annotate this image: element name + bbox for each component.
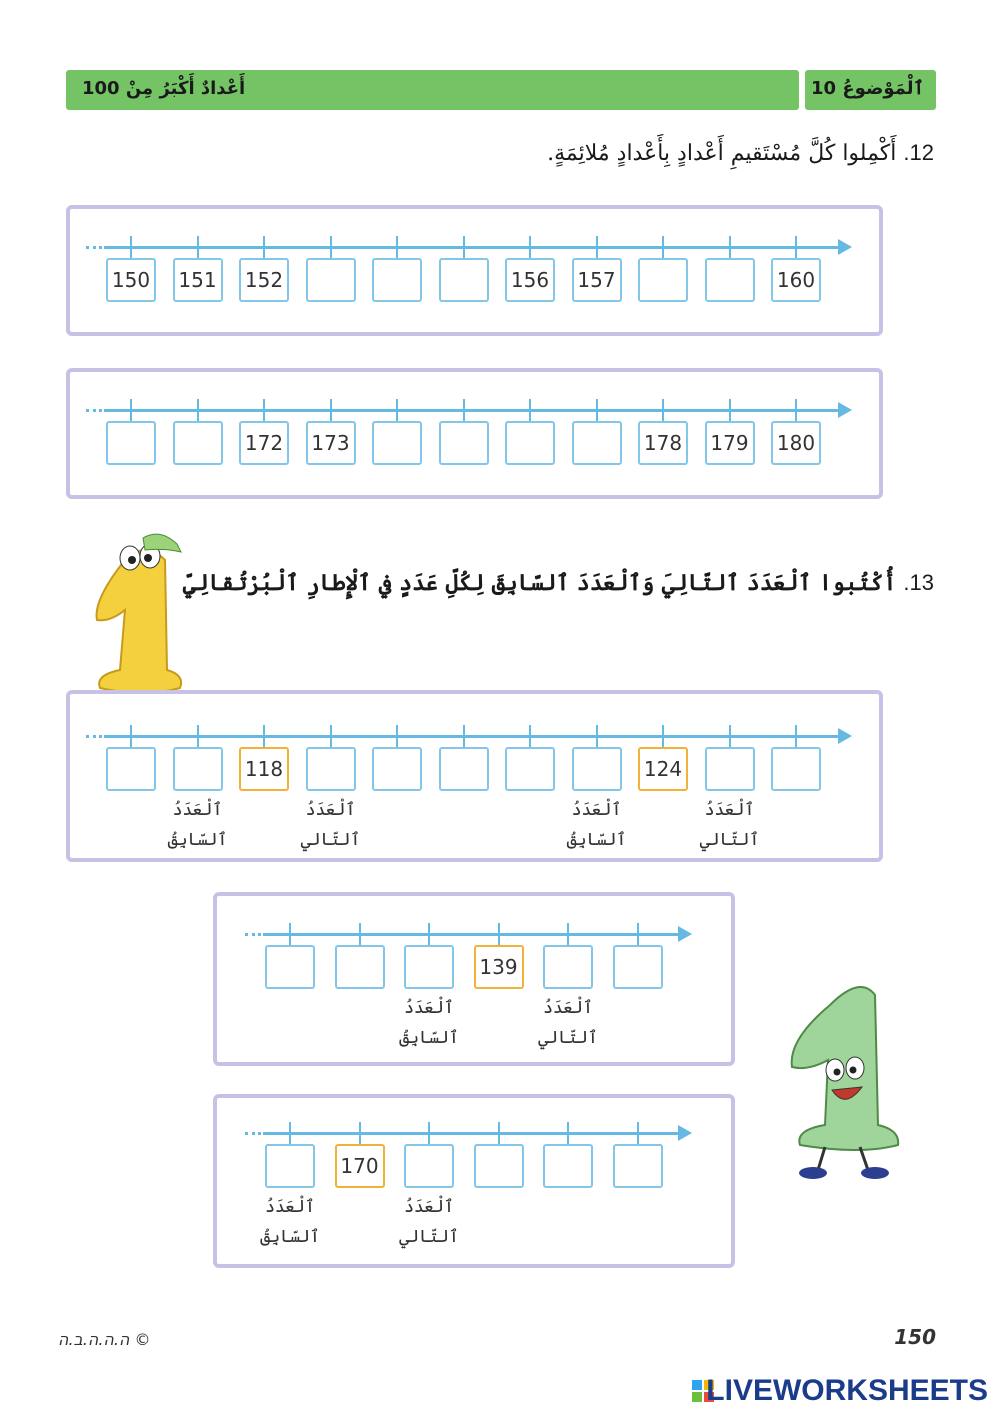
answer-box[interactable] [106,747,156,791]
page-number: 150 [894,1325,936,1349]
number-line-tick [567,923,569,945]
copyright-text: ה.ה.ה.ב.ה © [58,1330,151,1349]
label-line: ٱلتّالي [699,830,760,850]
number-line-tick [662,236,664,258]
number-line-tick [529,725,531,747]
number-line-tick [637,1122,639,1144]
number-line-tick [289,1122,291,1144]
label-line: ٱلْعَدَدُ [265,1197,315,1217]
question-13-text: أُكْتُبوا ٱلْعَدَدَ ٱلتّالِيَ وَٱلْعَدَدَ ٱلسّابِقَ لِكُلِّ عَدَدٍ في ٱلْإِطارِ ٱلْبُرْتُقالِيِّ [182,570,897,596]
number-box: 156 [505,258,555,302]
answer-box[interactable] [372,747,422,791]
label-next-number [523,993,613,1053]
answer-box[interactable] [638,258,688,302]
answer-box[interactable] [771,747,821,791]
label-next-number [685,795,775,855]
answer-box[interactable] [306,258,356,302]
highlighted-number-box: 170 [335,1144,385,1188]
answer-box[interactable] [372,258,422,302]
header-topic-bar [805,70,936,110]
answer-box[interactable] [439,747,489,791]
answer-box[interactable] [572,747,622,791]
label-next-number [286,795,376,855]
number-line-tick [330,399,332,421]
number-line-tick [498,923,500,945]
answer-box[interactable] [265,1144,315,1188]
answer-box[interactable] [705,747,755,791]
number-line-tick [197,725,199,747]
answer-box[interactable] [543,945,593,989]
arrow-right-icon [838,728,852,744]
answer-box[interactable] [543,1144,593,1188]
arrow-right-icon [678,926,692,942]
label-line: ٱلتّالي [300,830,361,850]
arrow-right-icon [838,402,852,418]
label-line: ٱلْعَدَدُ [704,800,755,820]
number-line-dots [245,1132,261,1135]
number-line-tick [396,399,398,421]
number-line-tick [330,725,332,747]
answer-box[interactable] [505,421,555,465]
label-next-number [384,1192,474,1252]
number-line-tick [197,236,199,258]
number-box: 173 [306,421,356,465]
number-line-tick [567,1122,569,1144]
liveworksheets-brand: LIVEWORKSHEETS [706,1374,988,1407]
number-box: 180 [771,421,821,465]
number-line-tick [130,399,132,421]
label-line: ٱلْعَدَدُ [305,800,356,820]
number-line-tick [359,1122,361,1144]
number-box: 172 [239,421,289,465]
green-one-character-illustration [780,975,910,1190]
answer-box[interactable] [404,1144,454,1188]
number-box: 160 [771,258,821,302]
answer-box[interactable] [439,258,489,302]
number-box: 152 [239,258,289,302]
answer-box[interactable] [439,421,489,465]
number-box: 151 [173,258,223,302]
number-line-tick [498,1122,500,1144]
number-line-tick [463,399,465,421]
answer-box[interactable] [705,258,755,302]
number-line-tick [396,725,398,747]
label-previous-number [153,795,243,855]
question-12-text: أَكْمِلوا كُلَّ مُسْتَقيمِ أَعْدادٍ بِأَعْدادٍ مُلائِمَةٍ. [547,141,897,166]
question-12-number: 12. [903,140,934,165]
number-line-tick [596,236,598,258]
label-line: ٱلْعَدَدُ [404,998,454,1018]
number-line-tick [637,923,639,945]
number-line-tick [130,236,132,258]
number-line-tick [197,399,199,421]
header-topic: ٱلْمَوْضوعُ 10 [811,78,924,99]
number-line-tick [729,725,731,747]
number-line-tick [330,236,332,258]
label-line: ٱلْعَدَدُ [404,1197,454,1217]
label-previous-number [384,993,474,1053]
answer-box[interactable] [173,421,223,465]
number-line-tick [795,236,797,258]
answer-box[interactable] [372,421,422,465]
label-line: ٱلْعَدَدُ [172,800,223,820]
label-previous-number [245,1192,335,1252]
number-line-tick [263,725,265,747]
topic-header [66,70,936,110]
number-line-tick [795,399,797,421]
answer-box[interactable] [404,945,454,989]
number-line-tick [263,236,265,258]
label-line: ٱلسّابِقُ [260,1227,320,1247]
answer-box[interactable] [306,747,356,791]
highlighted-number-box: 139 [474,945,524,989]
number-box: 157 [572,258,622,302]
answer-box[interactable] [106,421,156,465]
number-line-tick [463,236,465,258]
answer-box[interactable] [335,945,385,989]
number-line-tick [729,399,731,421]
number-line-tick [428,923,430,945]
header-title-bar [66,70,799,110]
label-line: ٱلسّابِقُ [167,830,228,850]
number-line-dots [86,735,102,738]
number-line-tick [359,923,361,945]
number-box: 150 [106,258,156,302]
number-line-tick [662,399,664,421]
label-line: ٱلسّابِقُ [566,830,627,850]
number-box: 178 [638,421,688,465]
answer-box[interactable] [613,945,663,989]
number-line-tick [130,725,132,747]
arrow-right-icon [678,1125,692,1141]
number-line-dots [86,246,102,249]
number-line-tick [596,399,598,421]
answer-box[interactable] [613,1144,663,1188]
number-line-tick [289,923,291,945]
label-line: ٱلتّالي [538,1028,598,1048]
number-line-tick [795,725,797,747]
number-line-tick [396,236,398,258]
arrow-right-icon [838,239,852,255]
answer-box[interactable] [173,747,223,791]
number-line-axis [263,1132,678,1135]
number-line-tick [529,399,531,421]
answer-box[interactable] [474,1144,524,1188]
highlighted-number-box: 124 [638,747,688,791]
number-line-dots [245,933,261,936]
number-line-dots [86,409,102,412]
label-previous-number [552,795,642,855]
label-line: ٱلْعَدَدُ [543,998,593,1018]
answer-box[interactable] [572,421,622,465]
highlighted-number-box: 118 [239,747,289,791]
answer-box[interactable] [265,945,315,989]
number-line-tick [463,725,465,747]
number-line-axis [263,933,678,936]
label-line: ٱلسّابِقُ [399,1028,459,1048]
header-title: أَعْدادٌ أَكْبَرُ مِنْ 100 [82,78,246,99]
number-line-tick [428,1122,430,1144]
question-12 [547,140,934,166]
number-line-tick [596,725,598,747]
yellow-one-character-illustration [85,530,195,700]
question-13-number: 13. [903,570,934,595]
number-box: 179 [705,421,755,465]
number-line-tick [729,236,731,258]
number-line-tick [263,399,265,421]
number-line-tick [529,236,531,258]
label-line: ٱلْعَدَدُ [571,800,622,820]
answer-box[interactable] [505,747,555,791]
number-line-tick [662,725,664,747]
label-line: ٱلتّالي [399,1227,459,1247]
question-13 [183,570,934,596]
